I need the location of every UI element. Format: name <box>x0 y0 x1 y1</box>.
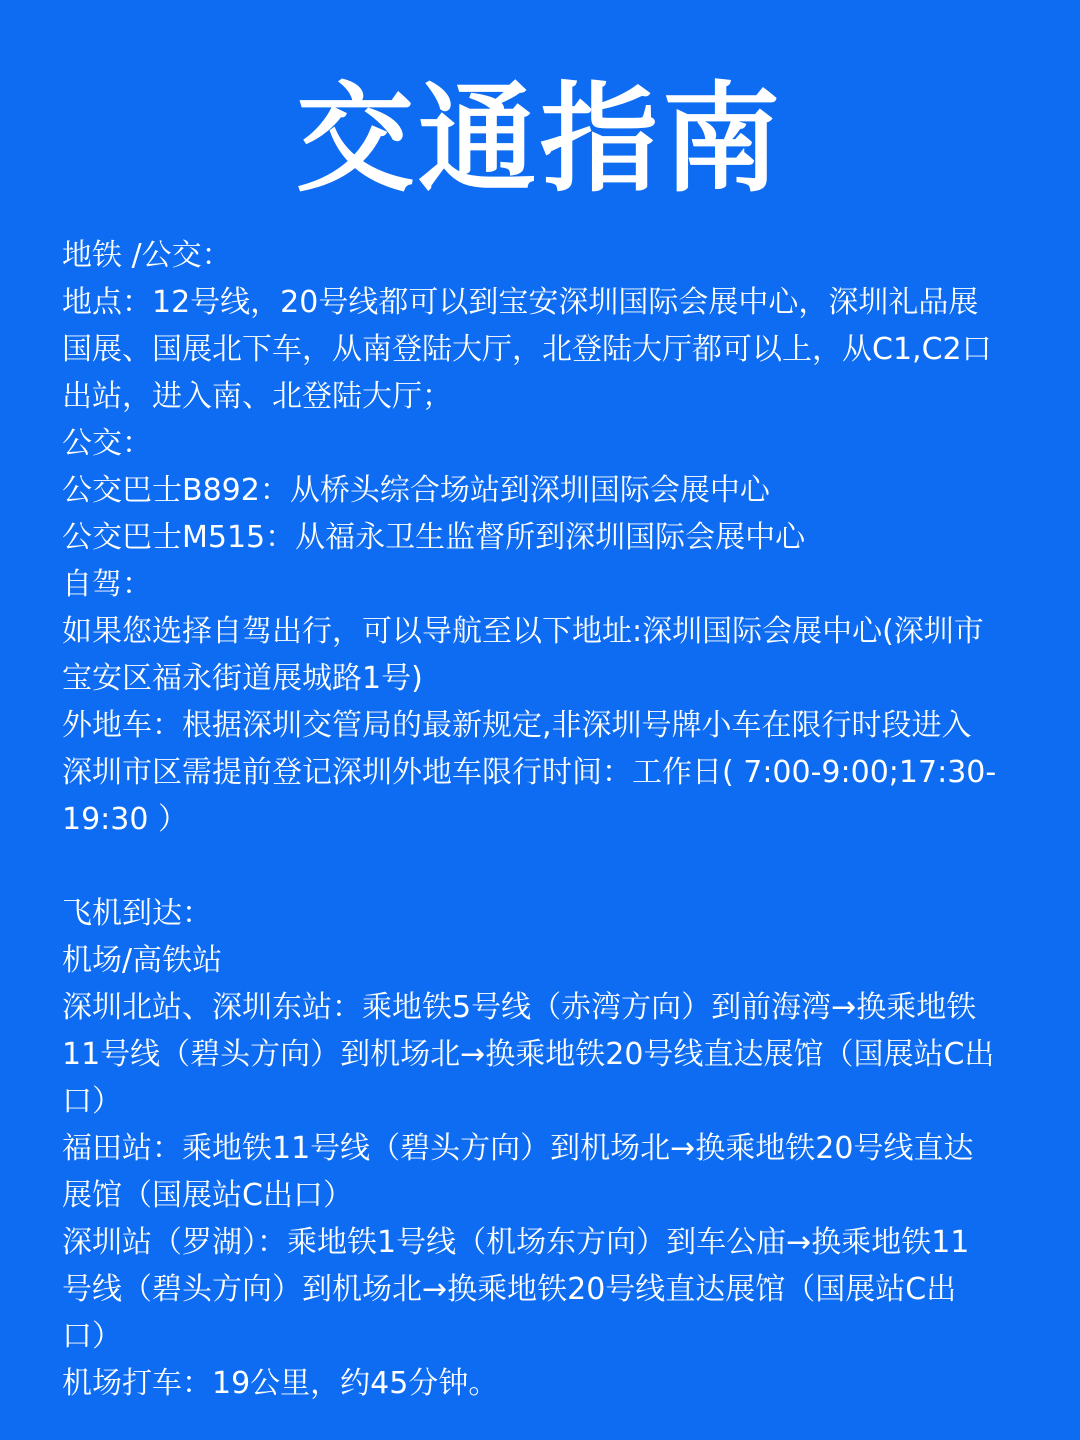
text-line: 公交： <box>62 426 152 461</box>
text-line: 飞机到达： <box>62 896 212 931</box>
text-line: 宝安区福永街道展城路1号) <box>62 661 423 696</box>
text-line: 出站，进入南、北登陆大厅； <box>62 379 452 414</box>
text-line: 国展、国展北下车，从南登陆大厅，北登陆大厅都可以上，从C1,C2口 <box>62 332 992 367</box>
guide-content <box>62 232 1022 1407</box>
text-line: 深圳站（罗湖）：乘地铁1号线（机场东方向）到车公庙→换乘地铁11 <box>62 1225 970 1260</box>
text-line: 如果您选择自驾出行，可以导航至以下地址:深圳国际会展中心(深圳市 <box>62 614 984 649</box>
text-line: 11号线（碧头方向）到机场北→换乘地铁20号线直达展馆（国展站C出 <box>62 1037 995 1072</box>
text-line: 号线（碧头方向）到机场北→换乘地铁20号线直达展馆（国展站C出 <box>62 1272 957 1307</box>
text-line: 地点：12号线，20号线都可以到宝安深圳国际会展中心，深圳礼品展 <box>62 285 979 320</box>
page-title: 交通指南 <box>295 70 784 208</box>
text-line: 口） <box>62 1319 122 1354</box>
text-line: 深圳北站、深圳东站：乘地铁5号线（赤湾方向）到前海湾→换乘地铁 <box>62 990 977 1025</box>
blank-line <box>62 843 1022 890</box>
text-line: 口） <box>62 1084 122 1119</box>
text-line: 公交巴士B892：从桥头综合场站到深圳国际会展中心 <box>62 473 770 508</box>
text-line: 深圳市区需提前登记深圳外地车限行时间：工作日( 7:00-9:00;17:30- <box>62 755 997 790</box>
text-line: 机场打车：19公里，约45分钟。 <box>62 1366 499 1401</box>
text-line: 展馆（国展站C出口） <box>62 1178 353 1213</box>
text-line: 机场/高铁站 <box>62 943 223 978</box>
text-line: 19:30 ） <box>62 802 188 837</box>
text-line: 福田站：乘地铁11号线（碧头方向）到机场北→换乘地铁20号线直达 <box>62 1131 974 1166</box>
text-line: 外地车：根据深圳交管局的最新规定,非深圳号牌小车在限行时段进入 <box>62 708 972 743</box>
text-line: 自驾： <box>62 567 152 602</box>
text-line: 地铁 /公交： <box>62 238 232 273</box>
text-line: 公交巴士M515：从福永卫生监督所到深圳国际会展中心 <box>62 520 806 555</box>
